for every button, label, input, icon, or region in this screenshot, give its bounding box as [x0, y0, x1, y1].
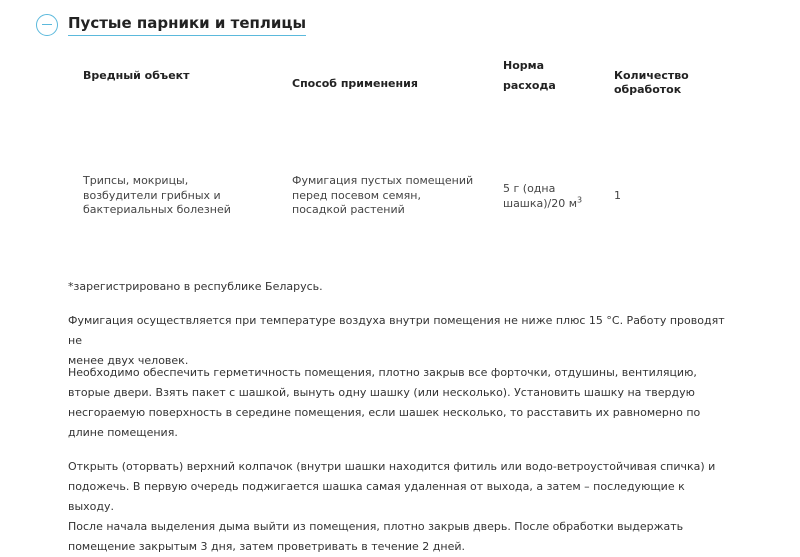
minus-circle-icon[interactable]: [36, 14, 58, 36]
note-paragraph: *зарегистрировано в республике Беларусь.: [68, 280, 323, 293]
cell-rate-sup: 3: [577, 195, 583, 205]
cell-method-line3: посадкой растений: [292, 203, 405, 216]
section-title: Пустые парники и теплицы: [68, 13, 306, 36]
header-rate-line2: расхода: [503, 79, 556, 92]
header-method: Способ применения: [292, 77, 418, 90]
header-object: Вредный объект: [83, 69, 190, 82]
header-count-line2: обработок: [614, 83, 682, 96]
cell-rate-line1: 5 г (одна: [503, 182, 556, 195]
paragraph-line: подожечь. В первую очередь поджигается шашка самая удаленная от выхода, а затем – последующие к выходу.: [68, 480, 685, 513]
cell-count: 1: [614, 189, 621, 202]
cell-object-line3: бактериальных болезней: [83, 203, 231, 216]
paragraph-line: Фумигация осуществляется при температуре воздуха внутри помещения не ниже плюс 15 °С. Работу проводят не: [68, 314, 725, 347]
paragraph-line: длине помещения.: [68, 426, 178, 439]
section-header[interactable]: [36, 13, 306, 36]
paragraph-line: несгораемую поверхность в середине помещения, если шашек несколько, то расставить их равномерно по: [68, 406, 701, 419]
paragraph-fumigation: [68, 311, 728, 371]
paragraph-line: Необходимо обеспечить герметичность помещения, плотно закрыв все форточки, отдушины, вентиляцию,: [68, 366, 697, 379]
cell-method-line2: перед посевом семян,: [292, 189, 421, 202]
paragraph-ignition: [68, 457, 728, 557]
cell-object-line1: Трипсы, мокрицы,: [83, 174, 189, 187]
cell-rate-line2: [503, 196, 582, 211]
paragraph-line: Открыть (оторвать) верхний колпачок (внутри шашки находится фитиль или водо-ветроустойчивая спичка) и: [68, 460, 716, 473]
cell-object-line2: возбудители грибных и: [83, 189, 221, 202]
header-rate-line1: Норма: [503, 59, 545, 72]
cell-method-line1: Фумигация пустых помещений: [292, 174, 474, 187]
paragraph-preparation: [68, 363, 728, 443]
paragraph-line: После начала выделения дыма выйти из помещения, плотно закрыв дверь. После обработки выдержать: [68, 520, 684, 533]
paragraph-line: вторые двери. Взять пакет с шашкой, вынуть одну шашку (или несколько). Установить шашку на твердую: [68, 386, 695, 399]
paragraph-line: помещение закрытым 3 дня, затем проветривать в течение 2 дней.: [68, 540, 466, 553]
cell-rate-text: шашка)/20 м: [503, 197, 578, 210]
paragraph-line: менее двух человек.: [68, 354, 189, 367]
header-count-line1: Количество: [614, 69, 689, 82]
